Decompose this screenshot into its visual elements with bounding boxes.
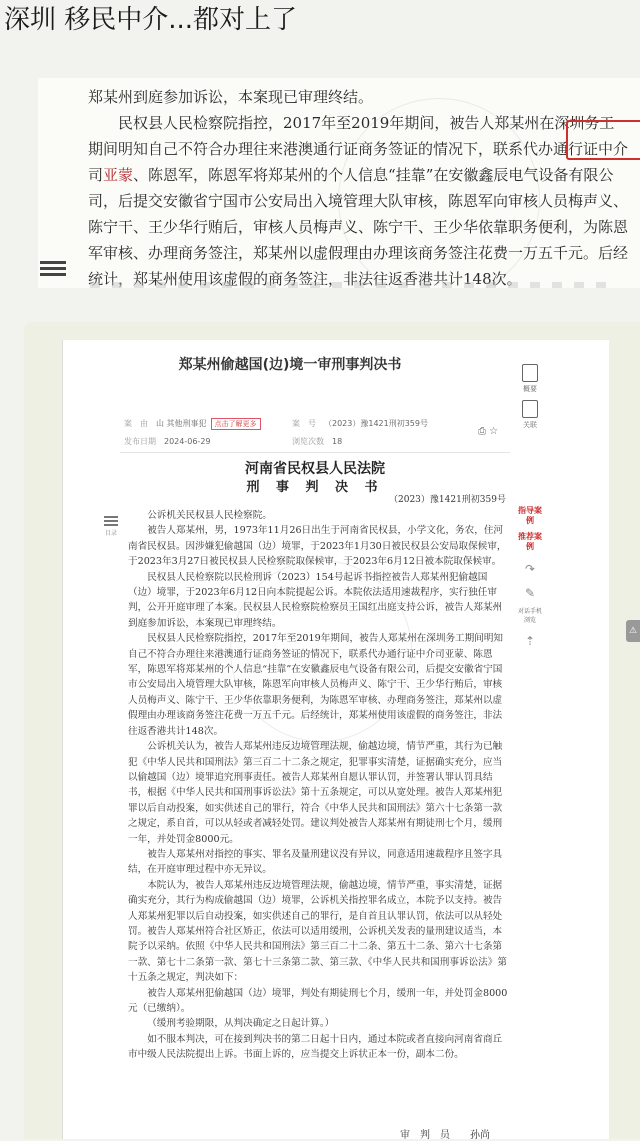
rail-label-summary[interactable]: 概要 [523, 385, 537, 393]
judgment-paragraph: 被告人郑某州，男，1973年11月26日出生于河南省民权县，小学文化，务农，住河南省民权县。因涉嫌犯偷越国（边）境罪，于2023年1月30日被民权县公安局取保候审，于2023年3月27日被民权县人民检察院取保候审，于2023年6月12日被本院取保候审。 [128, 525, 507, 568]
case-number: （2023）豫1421刑初359号 [389, 495, 506, 505]
judgment-paragraph: 被告人郑某州犯偷越国（边）境罪，判处有期徒刑七个月，缓刑一年，并处罚金8000元（已缴纳）。 [128, 987, 508, 1014]
crop-text-prefix: 民权县人民检察院指控，2017年至2019年期间，被告人郑某州在深圳务工期间明知自己不符合办理往来港澳通行证商务签证的情况下，联系代办通行证中介司 [88, 114, 629, 184]
meta-date-label: 发布日期 [124, 437, 156, 446]
right-tool-rail [516, 358, 544, 648]
crop-text-suffix: 、陈恩军，陈恩军将郑某州的个人信息“挂靠”在安徽鑫辰电气设备有限公司，后提交安徽省宁国市公安局出入境管理大队审核，陈恩军向审核人员梅声义、陈宁干、王少华行贿后，审核人员梅声义、陈宁干、王少华依靠职务便利，为陈恩军审核、办理商务签注，郑某州以虚假理由办理该商务签注花费一万五千元。后经统计，郑某州使用该虚假的商务签注，非法往返香港共计148次。 [88, 166, 629, 288]
crop-highlight-name: 亚蒙 [103, 166, 134, 184]
toc-button[interactable] [104, 514, 118, 537]
judgment-paragraph: 公诉机关认为，被告人郑某州违反边境管理法规，偷越边境，情节严重，其行为已触犯《中华人民共和国刑法》第三百二十二条之规定，犯罪事实清楚，证据确实充分，应当以偷越国（边）境罪追究刑事责任。被告人郑某州自愿认罪认罚，并签署认罪认罚具结书，根据《中华人民共和国刑事诉讼法》第十五条规定，可以从宽处理。被告人郑某州犯罪以后自动投案，如实供述自己的罪行，符合《中华人民共和国刑法》第六十七条第一款之规定，系自首，可以从轻或者减轻处罚。建议判处被告人郑某州有期徒刑七个月，缓刑一年，并处罚金8000元。 [128, 741, 503, 845]
meta-cause-value: 山 其他刑事犯 [156, 419, 207, 428]
judgment-body [128, 508, 508, 1063]
highlight-box [566, 120, 640, 160]
meta-views [292, 436, 342, 447]
arrow-up-icon[interactable]: ⇡ [524, 634, 536, 648]
document-title: 郑某州偷越国(边)境一审刑事判决书 [178, 357, 402, 373]
meta-cause-label: 案 由 [124, 419, 148, 428]
rail-label-mobile[interactable]: 对话手机浏览 [517, 608, 542, 624]
crop-paragraph [88, 110, 628, 288]
meta-case [292, 418, 428, 429]
meta-views-label: 浏览次数 [292, 437, 324, 446]
crop-line-first: 郑某州到庭参加诉讼，本案现已审理终结。 [88, 88, 374, 106]
meta-date-value: 2024-06-29 [164, 437, 211, 446]
document-icon[interactable] [522, 400, 538, 418]
meta-views-value: 18 [332, 437, 343, 446]
divider [120, 452, 510, 453]
toc-label: 目录 [104, 530, 117, 537]
judgment-paragraph: （缓刑考验期限，从判决确定之日起计算。） [147, 1018, 335, 1030]
cropped-next-line [90, 282, 610, 288]
judgment-paragraph: 公诉机关民权县人民检察院。 [147, 510, 272, 521]
meta-case-value: （2023）豫1421刑初359号 [324, 419, 428, 428]
list-icon[interactable] [40, 258, 66, 278]
document-crop-top [38, 78, 640, 288]
judge-signature-line: 审 判 员 孙尚 [400, 1130, 490, 1141]
post-title: 深圳 移民中介...都对上了 [4, 5, 298, 35]
court-name: 河南省民权县人民法院 [245, 461, 385, 477]
meta-date [124, 436, 211, 447]
meta-cause [124, 418, 261, 430]
meta-case-label: 案 号 [292, 419, 316, 428]
guiding-case-link[interactable]: 指导案例 [518, 506, 542, 525]
document-type: 刑 事 判 决 书 [246, 480, 384, 495]
rail-label-related[interactable]: 关联 [523, 421, 537, 429]
judgment-paragraph: 如不服本判决，可在接到判决书的第二日起十日内，通过本院或者直接向河南省商丘市中级人民法院提出上诉。书面上诉的，应当提交上诉状正本一份，副本二份。 [128, 1033, 503, 1061]
judgment-paragraph: 民权县人民检察院以民检刑诉（2023）154号起诉书指控被告人郑某州犯偷越国（边）境罪，于2023年6月12日向本院提起公诉。本院依法适用速裁程序，实行独任审判，公开开庭审理了本案。民权县人民检察院检察员王国红出庭支持公诉，被告人郑某州到庭参加诉讼，本案现已审理终结。 [128, 571, 503, 629]
learn-more-button[interactable]: 点击了解更多 [211, 418, 261, 430]
recommended-case-link[interactable]: 推荐案例 [518, 532, 542, 551]
share-icon[interactable]: ↷ [524, 562, 536, 576]
warning-icon[interactable]: ⚠ [626, 620, 640, 642]
judgment-paragraph: 民权县人民检察院指控，2017年至2019年期间，被告人郑某州在深圳务工期间明知自己不符合办理往来港澳通行证商务签证的情况下，联系代办通行证中介司亚蒙、陈恩军，陈恩军将郑某州的个人信息“挂靠”在安徽鑫辰电气设备有限公司，后提交安徽省宁国市公安局出入境管理大队审核，陈恩军向审核人员梅声义、陈宁干、王少华行贿后，审核人员梅声义、陈宁干、王少华依靠职务便利，为陈恩军审核、办理商务签注，郑某州以虚假理由办理该商务签注花费一万五千元。后经统计，郑某州使用该虚假的商务签注，非法往返香港共计148次。 [128, 633, 504, 737]
judgment-paragraph: 被告人郑某州对指控的事实、罪名及量刑建议没有异议，同意适用速裁程序且签字具结，在开庭审理过程中亦无异议。 [128, 848, 503, 876]
pencil-icon[interactable]: ✎ [524, 586, 536, 600]
print-icon[interactable]: ⎙ ☆ [478, 426, 499, 437]
document-icon[interactable] [522, 364, 538, 382]
judgment-paragraph: 本院认为，被告人郑某州违反边境管理法规，偷越边境，情节严重，事实清楚，证据确实充分，其行为构成偷越国（边）境罪，公诉机关指控罪名成立，本院予以支持。被告人郑某州犯罪以后自动投案，如实供述自己的罪行，是自首且认罪认罚，依法可以从轻处罚。被告人郑某州符合社区矫正，依法可以适用缓刑，公诉机关发表的量刑建议适当，本院予以采纳。依照《中华人民共和国刑法》第三百二十二条、第五十二条、第六十七条第一款、第七十二条第一款、第七十三条第二款、第三款、《中华人民共和国刑事诉讼法》第十五条之规定，判决如下： [128, 879, 507, 984]
